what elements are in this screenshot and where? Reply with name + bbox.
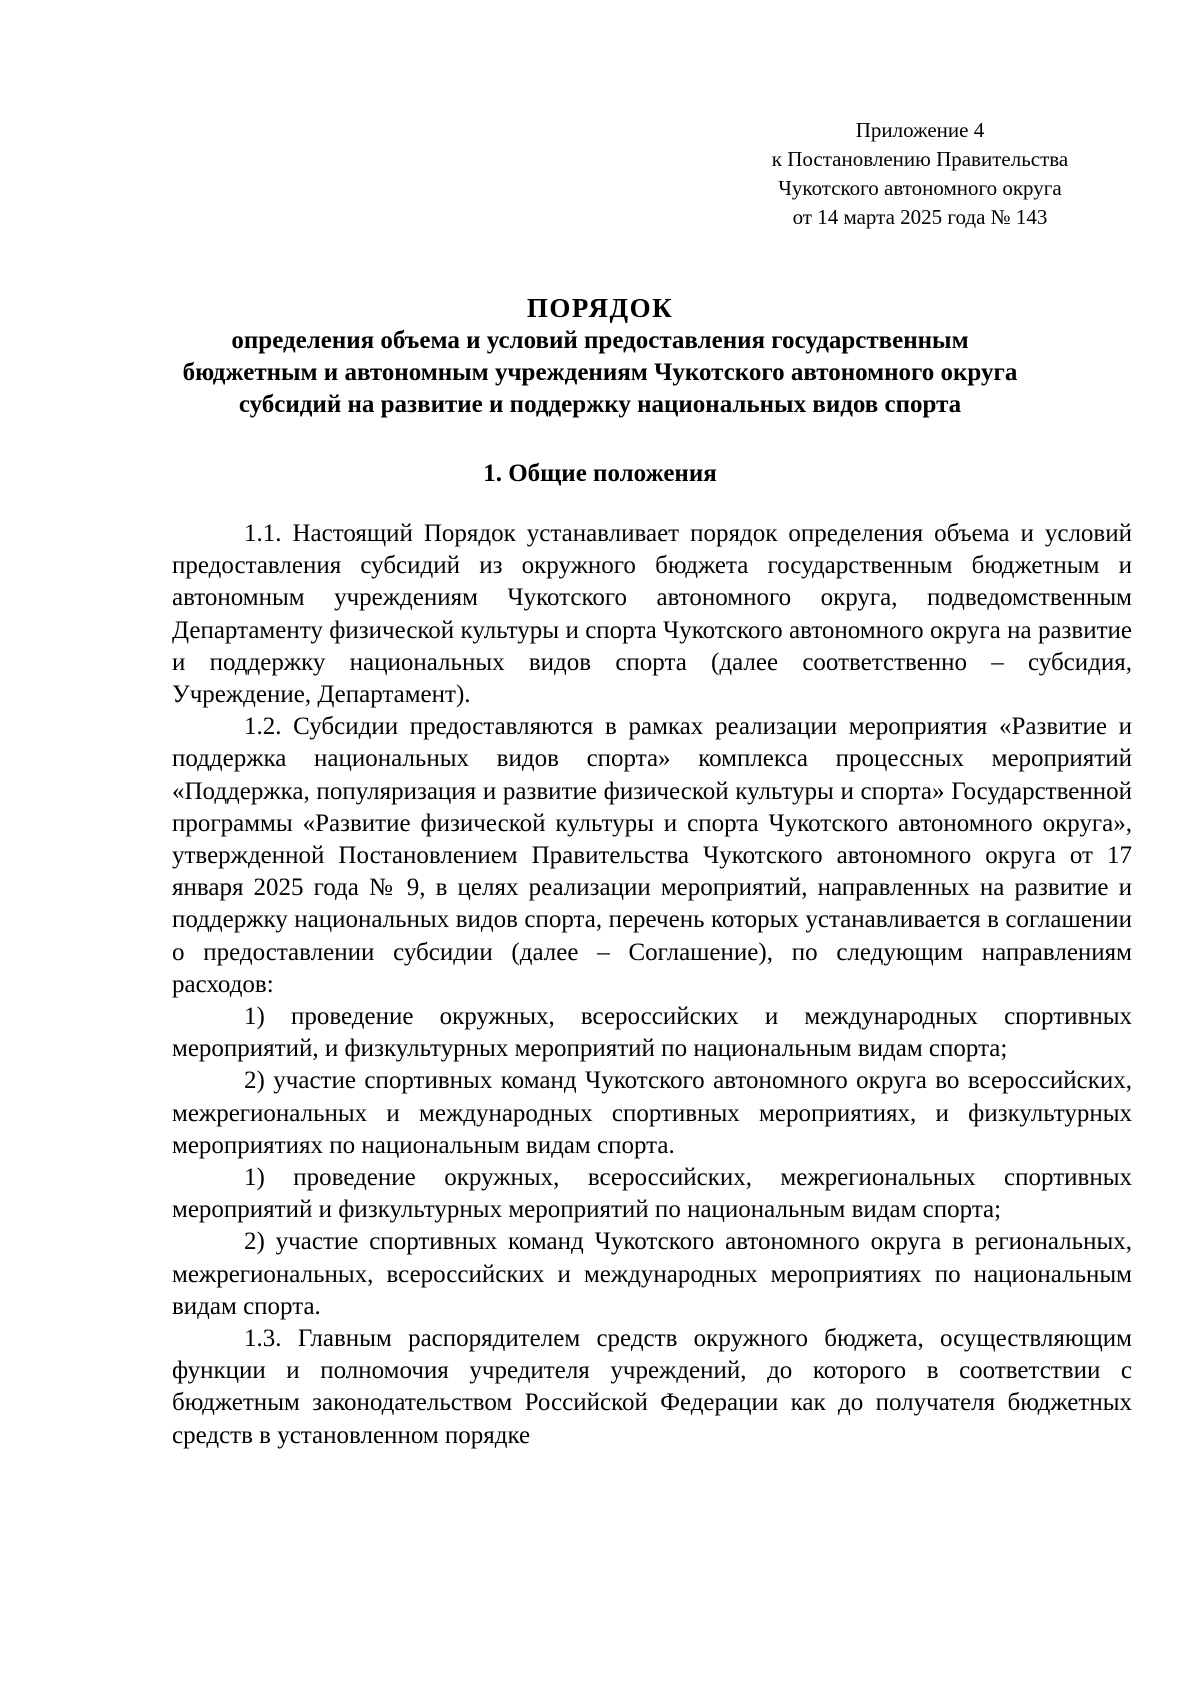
paragraph-1-1: 1.1. Настоящий Порядок устанавливает порядок определения объема и условий предоставления субсидий из окружного бюджета государственным бюджетным и автономным учреждениям Чукотского автономного округа, подведомственным Департаменту физической культуры и спорта Чукотского автономного округа на развитие и поддержку национальных видов спорта (далее соответственно – субсидия, Учреждение, Департамент). [172,520,1132,709]
title-main: ПОРЯДОК [526,293,674,323]
title-line: субсидий на развитие и поддержку национальных видов спорта [238,391,962,418]
list-item: 1) проведение окружных, всероссийских, межрегиональных спортивных мероприятий и физкультурных мероприятий по национальным видам спорта; [172,1164,1132,1224]
document-title [150,291,1050,421]
section-body [172,518,1132,1452]
list-item: 2) участие спортивных команд Чукотского автономного округа во всероссийских, межрегиональных и международных спортивных мероприятиях, и физкультурных мероприятиях по национальным видам спорта. [172,1067,1132,1159]
section-heading: 1. Общие положения [483,460,717,487]
title-line: бюджетным и автономным учреждениям Чукотского автономного округа [182,359,1018,386]
appendix-line: Приложение 4 [855,118,985,142]
list-item: 2) участие спортивных команд Чукотского автономного округа в региональных, межрегиональных, всероссийских и международных мероприятиях по национальным видам спорта. [172,1228,1132,1320]
paragraph-1-3: 1.3. Главным распорядителем средств окружного бюджета, осуществляющим функции и полномочия учредителя учреждений, до которого в соответствии с бюджетным законодательством Российской Федерации как до получателя бюджетных средств в установленном порядке [172,1325,1132,1449]
appendix-line: к Постановлению Правительства [771,147,1069,171]
title-line: определения объема и условий предоставления государственным [231,327,969,354]
appendix-line: от 14 марта 2025 года № 143 [792,205,1048,229]
list-item: 1) проведение окружных, всероссийских и международных спортивных мероприятий, и физкультурных мероприятий по национальным видам спорта; [172,1003,1132,1063]
appendix-header [740,116,1100,232]
paragraph-1-2: 1.2. Субсидии предоставляются в рамках реализации мероприятия «Развитие и поддержка национальных видов спорта» комплекса процессных мероприятий «Поддержка, популяризация и развитие физической культуры и спорта» Государственной программы «Развитие физической культуры и спорта Чукотского автономного округа», утвержденной Постановлением Правительства Чукотского автономного округа от 17 января 2025 года № 9, в целях реализации мероприятий, направленных на развитие и поддержку национальных видов спорта, перечень которых устанавливается в соглашении о предоставлении субсидии (далее – Соглашение), по следующим направлениям расходов: [172,713,1132,998]
appendix-line: Чукотского автономного округа [778,176,1062,200]
